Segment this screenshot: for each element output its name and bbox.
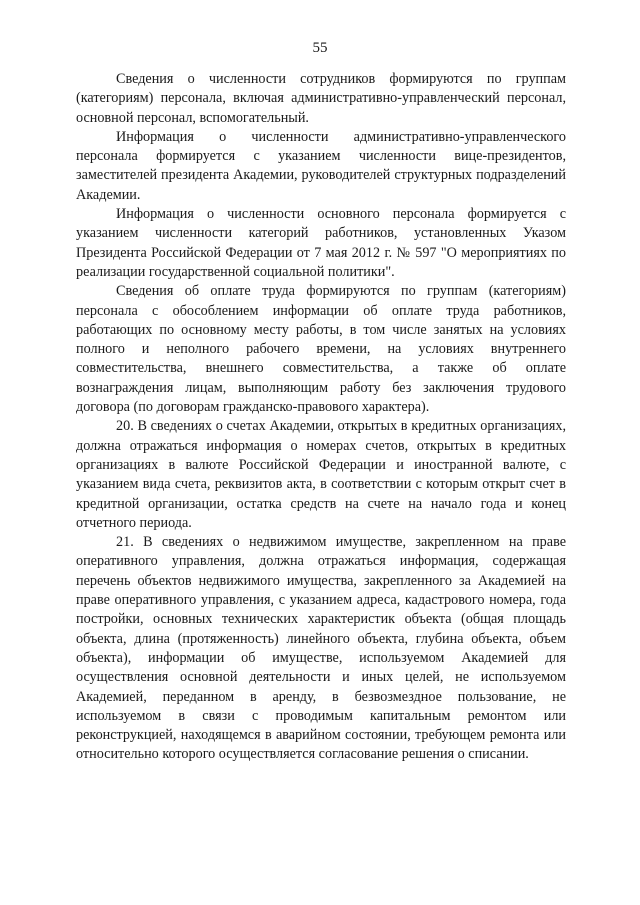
- paragraph-main-staff: Информация о численности основного персонала формируется с указанием численности категорий работников, установленных Указом Президента Российской Федерации от 7 мая 2012 г. № 597 "О мероприятиях по реализации государственной социальной политики".: [76, 206, 566, 280]
- document-body: [76, 70, 566, 765]
- paragraph-item-20-accounts: 20. В сведениях о счетах Академии, открытых в кредитных организациях, должна отражаться информация о номерах счетов, открытых в кредитных организациях в валюте Российской Федерации и иностранной валюте, с указанием вида счета, реквизитов акта, в соответствии с которым открыт счет в кредитной организации, остатка средств на счете на начало года и конец отчетного периода.: [76, 418, 566, 531]
- paragraph-remuneration: Сведения об оплате труда формируются по группам (категориям) персонала с обособлением информации об оплате труда работников, работающих по основному месту работы, в том числе занятых на условиях полного и неполного рабочего времени, на условиях внутреннего совместительства, внешнего совместительства, а также об оплате вознаграждения лицам, выполняющим работу без заключения трудового договора (по договорам гражданско-правового характера).: [76, 283, 566, 416]
- paragraph-admin-staff: Информация о численности административно-управленческого персонала формируется с указанием численности вице-президентов, заместителей президента Академии, руководителей структурных подразделений Академии.: [76, 128, 566, 203]
- page-number: 55: [312, 40, 328, 56]
- paragraph-item-21-real-estate: 21. В сведениях о недвижимом имуществе, закрепленном на праве оперативного управления, должна отражаться информация, содержащая перечень объектов недвижимого имущества, закрепленного за Академией на праве оперативного управления, с указанием адреса, кадастрового номера, года постройки, основных технических характеристик объекта (общая площадь объекта, длина (протяженность) линейного объекта, глубина объекта, объем объекта), информации об имуществе, используемом Академией для осуществления основной деятельности и иных целей, не используемом Академией, переданном в аренду, в безвозмездное пользование, не используемом в связи с проводимым капитальным ремонтом или реконструкцией, находящемся в аварийном состоянии, требующем ремонта или относительно которого осуществляется согласование решения о списании.: [76, 534, 566, 763]
- paragraph-staff-count: Сведения о численности сотрудников формируются по группам (категориям) персонала, включая административно-управленческий персонал, основной персонал, вспомогательный.: [76, 71, 566, 126]
